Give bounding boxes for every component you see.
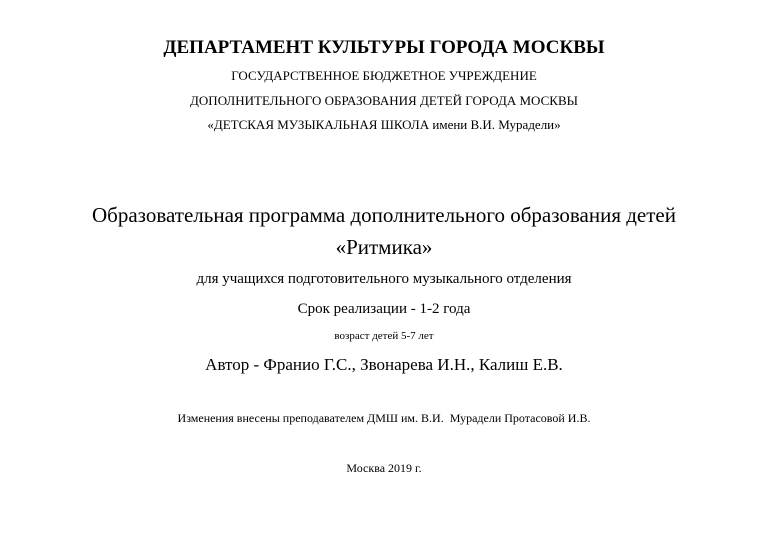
program-audience: для учащихся подготовительного музыкального отделения — [196, 271, 572, 287]
changes-note: Изменения внесены преподавателем ДМШ им. В.И. Мурадели Протасовой И.В. — [177, 411, 591, 425]
institution-line-2: ДОПОЛНИТЕЛЬНОГО ОБРАЗОВАНИЯ ДЕТЕЙ ГОРОДА МОСКВЫ — [190, 93, 578, 108]
institution-line-1: ГОСУДАРСТВЕННОЕ БЮДЖЕТНОЕ УЧРЕЖДЕНИЕ — [231, 68, 537, 83]
program-authors: Автор - Франио Г.С., Звонарева И.Н., Калиш Е.В. — [205, 355, 563, 374]
program-term: Срок реализации - 1-2 года — [297, 301, 471, 317]
program-title: Образовательная программа дополнительного образования детей — [92, 203, 676, 227]
program-name: «Ритмика» — [335, 235, 433, 259]
institution-line-3: «ДЕТСКАЯ МУЗЫКАЛЬНАЯ ШКОЛА имени В.И. Мурадели» — [207, 117, 561, 132]
program-age: возраст детей 5-7 лет — [334, 330, 434, 342]
place-year: Москва 2019 г. — [346, 461, 422, 475]
department-heading: ДЕПАРТАМЕНТ КУЛЬТУРЫ ГОРОДА МОСКВЫ — [163, 37, 605, 58]
